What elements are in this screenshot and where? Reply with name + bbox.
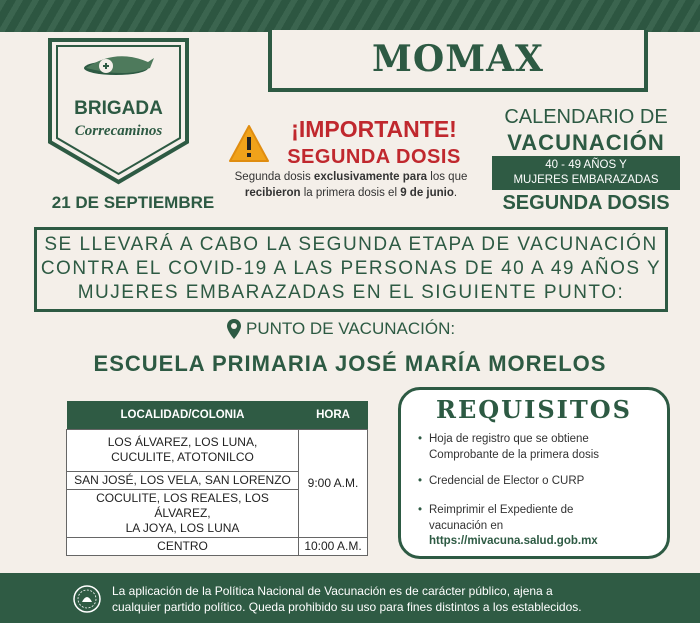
- table-row: [67, 537, 368, 555]
- locality-cell: SAN JOSÉ, LOS VELA, SAN LORENZO: [67, 471, 299, 489]
- vaccination-point-label: PUNTO DE VACUNACIÓN:: [246, 319, 456, 338]
- warning-triangle-icon: [228, 124, 270, 164]
- table-header-row: [67, 401, 368, 429]
- schedule-table: [66, 401, 368, 556]
- important-subheading: SEGUNDA DOSIS: [287, 146, 461, 168]
- locality-cell: COCULITE, LOS REALES, LOS ÁLVAREZ, LA JOYA, LOS LUNA: [67, 489, 299, 537]
- event-date: 21 DE SEPTIEMBRE: [51, 193, 215, 212]
- calendar-line2: VACUNACIÓN: [507, 130, 665, 155]
- location-pin-icon: [226, 318, 242, 340]
- dose-note: Segunda dosis exclusivamente para los que recibieron la primera dosis el 9 de junio.: [234, 171, 468, 199]
- header-locality: LOCALIDAD/COLONIA: [67, 401, 299, 429]
- locality-cell: LOS ÁLVAREZ, LOS LUNA, CUCULITE, ATOTONILCO: [67, 429, 299, 471]
- vaccination-point-row: [226, 318, 455, 340]
- brigada-badge: [46, 38, 191, 186]
- top-decorative-band: [0, 0, 700, 32]
- time-cell: 9:00 A.M.: [299, 429, 368, 537]
- requirements-title: REQUISITOS: [436, 395, 632, 424]
- time-cell: 10:00 A.M.: [299, 537, 368, 555]
- calendar-line1: CALENDARIO DE: [504, 106, 668, 128]
- age-group-line2: MUJERES EMBARAZADAS: [513, 174, 659, 186]
- badge-line2: Correcaminos: [74, 123, 163, 139]
- footer-disclaimer: La aplicación de la Política Nacional de Vacunación es de carácter público, ajena a cualquier partido político. Queda prohibido su uso para fines distintos a los establecidos.: [112, 584, 582, 615]
- vaccine-url-link[interactable]: https://mivacuna.salud.gob.mx: [429, 535, 598, 548]
- mexico-seal-icon: [72, 584, 102, 614]
- requirement-item: • Hoja de registro que se obtiene Comprobante de la primera dosis: [418, 432, 658, 463]
- title-box: [268, 30, 648, 92]
- school-name: ESCUELA PRIMARIA JOSÉ MARÍA MORELOS: [93, 351, 607, 376]
- age-group-box: [492, 156, 680, 190]
- requirement-item: • Credencial de Elector o CURP: [418, 474, 658, 490]
- page-title: MOMAX: [372, 38, 544, 80]
- calendar-line3: SEGUNDA DOSIS: [502, 192, 670, 214]
- age-group-line1: 40 - 49 AÑOS Y: [545, 159, 627, 172]
- locality-cell: CENTRO: [67, 537, 299, 555]
- table-row: [67, 429, 368, 471]
- important-heading: ¡IMPORTANTE!: [291, 116, 457, 142]
- announcement-text: SE LLEVARÁ A CABO LA SEGUNDA ETAPA DE VACUNACIÓN CONTRA EL COVID-19 A LAS PERSONAS DE 40 A 49 AÑOS Y MUJERES EMBARAZADAS EN EL SIGUIENTE PUNTO:: [40, 234, 662, 303]
- requirement-item: • Reimprimir el Expediente de vacunación en https://mivacuna.salud.gob.mx: [418, 503, 658, 550]
- header-time: HORA: [299, 401, 368, 429]
- badge-line1: BRIGADA: [74, 98, 163, 119]
